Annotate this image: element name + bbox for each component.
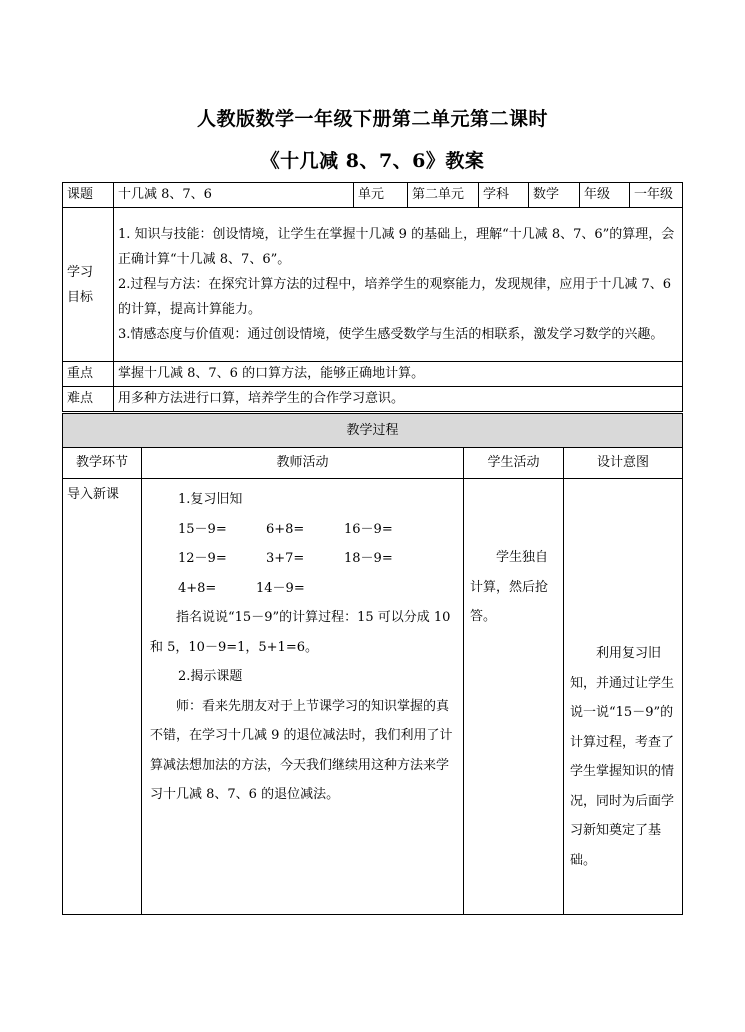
sums-row-3 xyxy=(150,574,457,604)
sum-item: 3+7= xyxy=(266,551,305,566)
topic-label: 课题 xyxy=(63,183,114,208)
key-value: 掌握十几减 8、7、6 的口算方法，能够正确地计算。 xyxy=(114,362,683,387)
col-teacher-header: 教师活动 xyxy=(142,448,464,479)
goals-content xyxy=(114,208,683,362)
sum-item: 12－9= xyxy=(178,551,227,566)
explain-text: 指名说说“15－9”的计算过程：15 可以分成 10 和 5，10－9=1，5+1=6。 xyxy=(150,610,451,655)
lesson-info-table xyxy=(62,182,683,412)
topic-value: 十几减 8、7、6 xyxy=(114,183,354,208)
teacher-activity xyxy=(142,479,464,915)
sum-item: 16－9= xyxy=(344,521,393,537)
sums-row-1 xyxy=(150,515,457,545)
review-heading: 1.复习旧知 xyxy=(178,492,243,507)
sum-item: 14－9= xyxy=(256,580,305,596)
unit-value: 第二单元 xyxy=(408,183,479,208)
student-activity xyxy=(464,479,564,915)
grade-value: 一年级 xyxy=(630,183,683,208)
subject-value: 数学 xyxy=(529,183,580,208)
goal-emotion: 3.情感态度与价值观：通过创设情境，使学生感受数学与生活的相联系，激发学习数学的兴趣。 xyxy=(118,327,664,342)
teacher-speech: 师：看来先朋友对于上节课学习的知识掌握的真不错，在学习十几减 9 的退位减法时，我们利用了计算减法想加法的方法，今天我们继续用这种方法来学习十几减 8、7、6 的退位减法。 xyxy=(150,698,453,802)
difficulty-label: 难点 xyxy=(63,387,114,412)
teaching-process-table xyxy=(62,413,683,915)
reveal-heading: 2.揭示课题 xyxy=(178,669,243,684)
sum-item: 15－9= xyxy=(178,521,227,537)
phase-intro: 导入新课 xyxy=(63,479,142,915)
goals-label: 学习目标 xyxy=(63,208,114,362)
sums-row-2 xyxy=(150,544,457,574)
col-student-header: 学生活动 xyxy=(464,448,564,479)
col-phase-header: 教学环节 xyxy=(63,448,142,479)
difficulty-value: 用多种方法进行口算，培养学生的合作学习意识。 xyxy=(114,387,683,412)
sum-item: 18－9= xyxy=(344,551,393,566)
design-intent xyxy=(564,479,683,915)
unit-label: 单元 xyxy=(354,183,408,208)
design-intent-text: 利用复习旧知，并通过让学生说一说“15－9”的计算过程，考查了学生掌握知识的情况，同时为后面学习新知奠定了基础。 xyxy=(570,646,675,868)
student-activity-text: 学生独自计算，然后抢答。 xyxy=(470,550,549,624)
key-label: 重点 xyxy=(63,362,114,387)
sum-item: 6+8= xyxy=(266,521,305,537)
col-intent-header: 设计意图 xyxy=(564,448,683,479)
subject-label: 学科 xyxy=(479,183,529,208)
document-title: 人教版数学一年级下册第二单元第二课时 xyxy=(196,108,548,130)
grade-label: 年级 xyxy=(580,183,630,208)
goal-process: 2.过程与方法：在探究计算方法的过程中，培养学生的观察能力，发现规律，应用于十几减 7、6 的计算，提高计算能力。 xyxy=(118,277,672,317)
process-section-header: 教学过程 xyxy=(63,414,683,448)
goal-knowledge: 1. 知识与技能：创设情境，让学生在掌握十几减 9 的基础上，理解“十几减 8、7、6”的算理，会正确计算“十几减 8、7、6”。 xyxy=(118,227,675,267)
document-subtitle: 《十几减 8、7、6》教案 xyxy=(260,150,485,172)
sum-item: 4+8= xyxy=(178,580,217,596)
